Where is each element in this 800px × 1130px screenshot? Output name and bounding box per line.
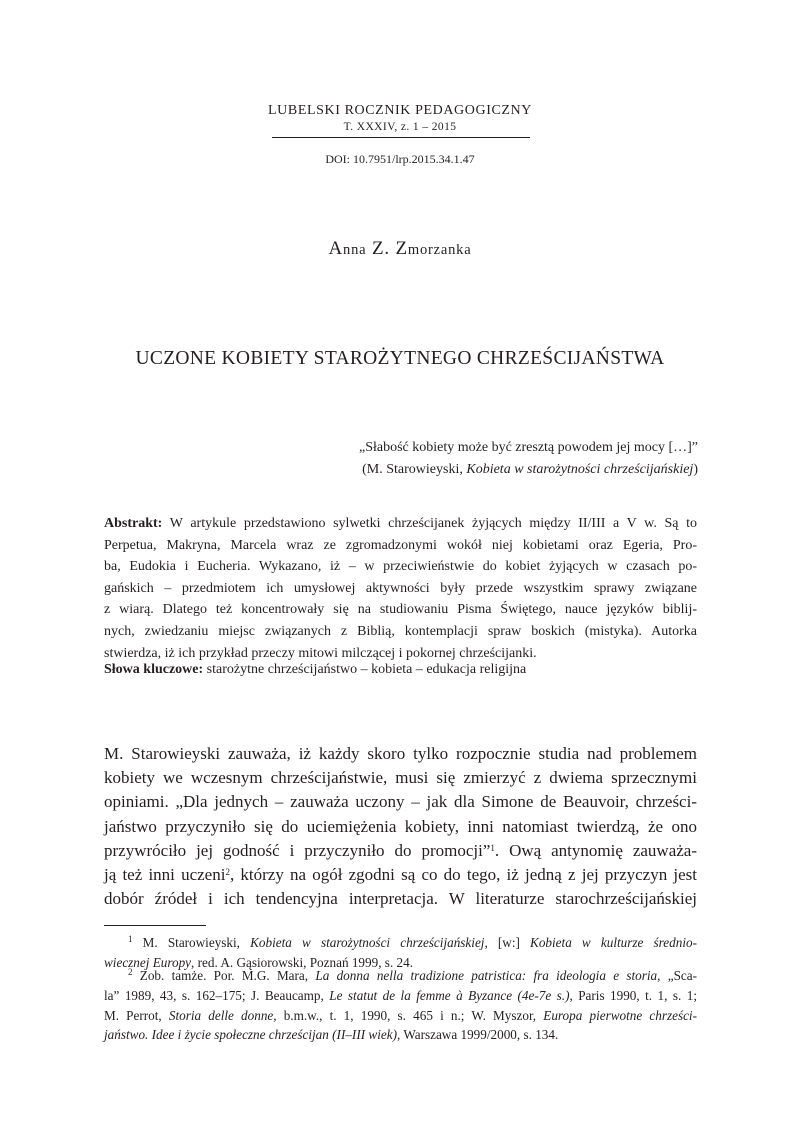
abstract-line: z wiarą. Dlatego też koncentrowały się na studiowaniu Pisma Świętego, nauce języków biblij- (104, 602, 697, 618)
footnote-ref-2[interactable]: 2 (225, 867, 230, 878)
body-line: kobiety we wczesnym chrześcijaństwie, musi się zmierzyć z dwiema sprzecznymi (104, 768, 697, 788)
epigraph-source-suffix: ) (693, 462, 698, 477)
footnote-text: , Paris 1990, t. 1, s. 1; (569, 987, 698, 1003)
body-line-text: ją też inni uczeni (104, 865, 226, 885)
footnote-text: , „Sca- (657, 968, 698, 983)
footnote-title: Storia delle donne (168, 1007, 274, 1023)
footnote-title: Kobieta w kulturze średnio- (530, 935, 697, 950)
body-line: M. Starowieyski zauważa, iż każdy skoro tylko rozpocznie studia nad problemem (104, 744, 697, 763)
abstract-line: nych, zwiedzaniu miejsc związanych z Biblią, kontemplacji spraw boskich (mistyka). Autorka (104, 623, 697, 639)
body-line-text: . Ową antynomię zauważa- (494, 840, 697, 860)
footnote-text: M. Starowieyski, (132, 935, 251, 950)
footnote-line (104, 966, 697, 986)
epigraph-source (340, 462, 698, 478)
footnote-text: Zob. tamże. Por. M.G. Mara, (132, 968, 316, 983)
body-line (104, 863, 697, 887)
footnote-text: , [w:] (484, 935, 531, 950)
doi: DOI: 10.7951/lrp.2015.34.1.47 (325, 152, 475, 166)
body-line (104, 839, 697, 863)
footnote-title: Kobieta w starożytności chrześcijańskiej (250, 935, 485, 950)
body-line-text: , którzy na ogół zgodni są co do tego, iż jedną z jej przyczyn jest (229, 865, 698, 885)
epigraph-source-title: Kobieta w starożytności chrześcijańskiej (466, 462, 694, 477)
epigraph-quote: „Słabość kobiety może być zresztą powodem jej mocy […]” (359, 440, 698, 455)
body-text (104, 742, 697, 911)
footnote-number: 2 (128, 967, 133, 978)
footnote-text: , b.m.w., t. 1, 1990, s. 465 i n.; W. Myszor, (273, 1007, 544, 1023)
footnote-2 (104, 966, 697, 1045)
article-title: UCZONE KOBIETY STAROŻYTNEGO CHRZEŚCIJAŃSTWA (135, 348, 665, 369)
footnote-ref-1[interactable]: 1 (490, 842, 495, 853)
abstract-line (104, 513, 697, 535)
keywords-label: Słowa kluczowe: (104, 662, 204, 677)
body-line: dobór źródeł i ich tendencyjna interpretacja. W literaturze starochrześcijańskiej (104, 889, 697, 909)
author-first-initial: A (328, 238, 344, 259)
author-last-initial: Z (395, 238, 408, 259)
footnote-title: Europa pierwotne chrześci- (543, 1007, 697, 1023)
abstract-line-text: W artykule przedstawiono sylwetki chrześcijanek żyjących między II/III a V w. Są to (162, 516, 697, 531)
abstract-line: stwierdza, iż ich przykład przeczy mitowi milczącej i pokornej chrześcijanki. (104, 645, 537, 661)
footnote-text: , Warszawa 1999/2000, s. 134. (396, 1027, 559, 1043)
author-middle: Z. (371, 238, 390, 259)
abstract-line: Perpetua, Makryna, Marcela wraz ze zgromadzonymi wokół niej kobietami oraz Egeria, Pro- (104, 537, 697, 553)
keywords (104, 662, 697, 678)
footnote-line (104, 1025, 697, 1045)
abstract-label: Abstrakt: (104, 516, 163, 531)
footnote-text: , red. A. Gąsiorowski, Poznań 1999, s. 24. (191, 954, 414, 970)
footnote-text: la” 1989, 43, s. 162–175; J. Beaucamp, (104, 987, 330, 1003)
author-last-rest: morzanka (407, 242, 472, 258)
footnote-line (104, 933, 697, 953)
author-name (0, 238, 800, 260)
footnote-number: 1 (128, 934, 133, 945)
footnote-title: wiecznej Europy (104, 954, 192, 970)
footnote-title: jaństwo. Idee i życie społeczne chrześcijan (II–III wiek) (104, 1027, 397, 1043)
journal-volume: T. XXXIV, z. 1 – 2015 (343, 121, 457, 133)
footnote-rule (104, 925, 206, 926)
footnote-title: Le statut de la femme à Byzance (4e-7e s.) (329, 987, 570, 1003)
abstract-line: gańskich – przedmiotem ich umysłowej aktywności były przede wszystkim sprawy związane (104, 580, 697, 596)
epigraph-source-prefix: (M. Starowieyski, (362, 462, 467, 477)
header-rule (272, 137, 530, 138)
footnote-title: La donna nella tradizione patristica: fra ideologia e storia (315, 968, 658, 983)
body-line: opiniami. „Dla jednych – zauważa uczony – jak dla Simone de Beauvoir, chrześci- (104, 792, 697, 812)
abstract (104, 513, 697, 664)
body-line-text: przywróciło jej godność i przyczyniło do promocji” (104, 840, 491, 860)
body-line: jaństwo przyczyniło się do uciemiężenia kobiety, inni natomiast twierdzą, że ono (104, 816, 697, 836)
abstract-line: ba, Eudokia i Eucheria. Wykazano, iż – w przeciwieństwie do kobiet żyjących w czasach po- (104, 559, 697, 575)
journal-title: LUBELSKI ROCZNIK PEDAGOGICZNY (268, 103, 532, 118)
footnote-line (104, 1006, 697, 1026)
keywords-text: starożytne chrześcijaństwo – kobieta – edukacja religijna (203, 662, 527, 677)
footnote-line (104, 986, 697, 1006)
author-first-rest: nna (343, 242, 367, 258)
footnote-text: M. Perrot, (104, 1007, 169, 1023)
